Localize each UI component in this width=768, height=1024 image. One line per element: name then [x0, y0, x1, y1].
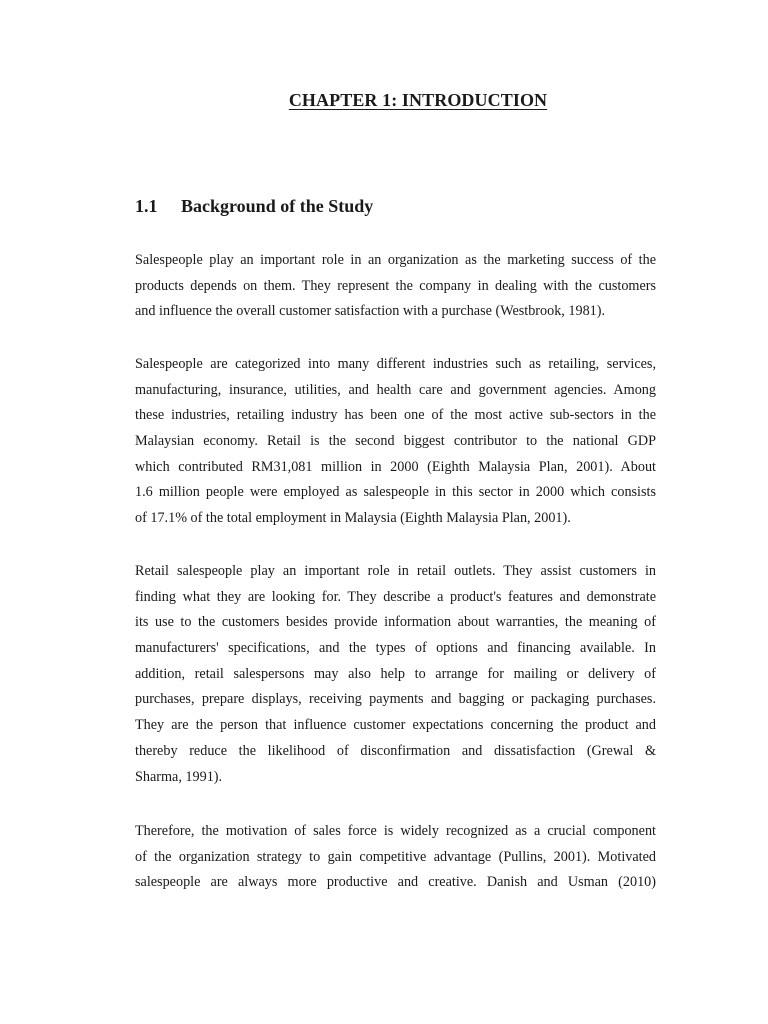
section-heading [135, 196, 373, 217]
section-title: Background of the Study [181, 196, 374, 216]
section-number: 1.1 [135, 196, 158, 216]
paragraph-line: products depends on them. They represent the company in dealing with the customers [135, 277, 656, 294]
paragraph-2 [135, 352, 656, 532]
paragraph-line: They are the person that influence customer expectations concerning the product and [135, 717, 656, 734]
paragraph-line: Therefore, the motivation of sales force is widely recognized as a crucial component [135, 823, 656, 839]
paragraph-line: 1.6 million people were employed as salespeople in this sector in 2000 which consists [135, 484, 656, 501]
paragraph-line: salespeople are always more productive and creative. Danish and Usman (2010) [135, 874, 656, 891]
paragraph-3 [135, 559, 656, 790]
paragraph-line: of 17.1% of the total employment in Malaysia (Eighth Malaysia Plan, 2001). [135, 510, 571, 527]
paragraph-line: Sharma, 1991). [135, 768, 223, 785]
paragraph-line: finding what they are looking for. They describe a product's features and demonstrate [135, 588, 656, 605]
chapter-title: CHAPTER 1: INTRODUCTION [288, 90, 548, 110]
paragraph-line: purchases, prepare displays, receiving payments and bagging or packaging purchases. [135, 691, 656, 708]
paragraph-line: its use to the customers besides provide information about warranties, the meaning of [135, 614, 656, 631]
paragraph-line: Retail salespeople play an important role in retail outlets. They assist customers in [135, 563, 656, 579]
paragraph-line: Salespeople play an important role in an organization as the marketing success of the [135, 252, 656, 268]
paragraph-line: addition, retail salespersons may also help to arrange for mailing or delivery of [135, 665, 656, 682]
paragraph-line: and influence the overall customer satisfaction with a purchase (Westbrook, 1981). [135, 303, 606, 320]
paragraph-line: manufacturers' specifications, and the types of options and financing available. In [135, 640, 656, 657]
paragraph-line: which contributed RM31,081 million in 2000 (Eighth Malaysia Plan, 2001). About [135, 458, 656, 475]
paragraph-1 [135, 248, 656, 325]
paragraph-line: thereby reduce the likelihood of disconfirmation and dissatisfaction (Grewal & [135, 742, 656, 759]
paragraph-line: Salespeople are categorized into many different industries such as retailing, services, [135, 356, 656, 372]
paragraph-line: of the organization strategy to gain competitive advantage (Pullins, 2001). Motivated [135, 848, 656, 865]
paragraph-line: manufacturing, insurance, utilities, and health care and government agencies. Among [135, 381, 656, 398]
paragraph-line: these industries, retailing industry has been one of the most active sub-sectors in the [135, 407, 656, 424]
paragraph-4 [135, 819, 656, 896]
paragraph-line: Malaysian economy. Retail is the second biggest contributor to the national GDP [135, 433, 656, 450]
